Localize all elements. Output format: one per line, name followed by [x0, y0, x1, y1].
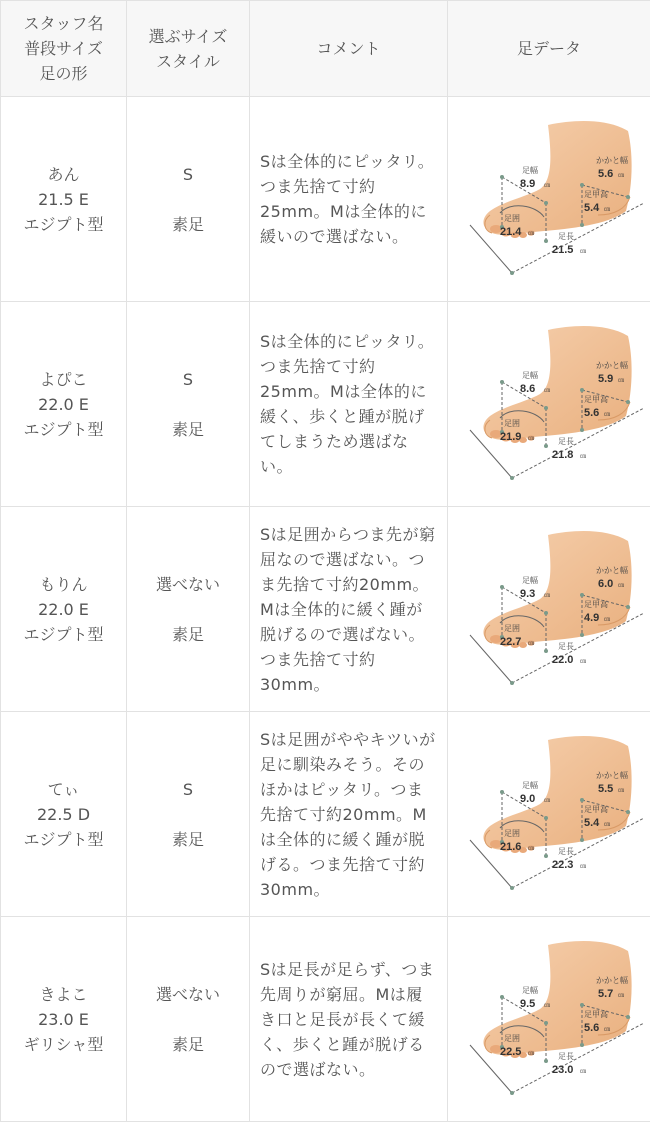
girth-unit: ㎝ [528, 1051, 535, 1057]
usual-size: 23.0 E [38, 1009, 89, 1029]
length-value: 23.0 [552, 1064, 574, 1076]
length-value: 22.3 [552, 859, 574, 871]
length-unit: ㎝ [580, 659, 587, 665]
staff-cell [1, 917, 127, 1122]
instep-label: 足甲高 [584, 600, 608, 609]
header-staff-line1: スタッフ名 [23, 14, 104, 33]
pick-cell [127, 712, 250, 917]
heel-value: 5.5 [598, 783, 614, 795]
header-staff-line3: 足の形 [39, 64, 88, 83]
heel-value: 6.0 [598, 578, 614, 590]
staff-cell [1, 302, 127, 507]
heel-unit: ㎝ [618, 583, 625, 589]
foot-shape-type: エジプト型 [23, 214, 104, 234]
comment-cell: Sは足囲がややキツいが足に馴染みそう。そのほかはピッタリ。つま先捨て寸約20mm。Mは全体的に緩く踵が脱げる。つま先捨て寸約30mm。 [250, 712, 448, 917]
staff-name: きよこ [39, 984, 88, 1004]
instep-unit: ㎝ [604, 617, 611, 623]
staff-cell [1, 712, 127, 917]
style-type: 素足 [171, 624, 204, 644]
length-unit: ㎝ [580, 1069, 587, 1075]
style-type: 素足 [171, 214, 204, 234]
foot-data-cell [448, 712, 650, 917]
comment-cell: Sは全体的にピッタリ。つま先捨て寸約25mm。Mは全体的に緩く、歩くと踵が脱げてしまうため選ばない。 [250, 302, 448, 507]
girth-unit: ㎝ [528, 231, 535, 237]
length-label: 足長 [558, 437, 574, 446]
width-label: 足幅 [522, 576, 538, 585]
table-row [1, 712, 650, 917]
comment-cell: Sは足囲からつま先が窮屈なので選ばない。つま先捨て寸約20mm。Mは全体的に緩く踵が脱げるので選ばない。つま先捨て寸約30mm。 [250, 507, 448, 712]
instep-label: 足甲高 [584, 190, 608, 199]
usual-size: 22.5 D [36, 804, 91, 824]
usual-size: 22.0 E [38, 394, 89, 414]
width-value: 8.9 [520, 178, 536, 190]
heel-value: 5.6 [598, 168, 614, 180]
foot-diagram [448, 507, 650, 707]
girth-label: 足囲 [504, 624, 520, 633]
table-header-row [1, 1, 650, 97]
staff-cell [1, 97, 127, 302]
header-pick [127, 1, 250, 97]
comment-cell: Sは足長が足らず、つま先周りが窮屈。Mは履き口と足長が長くて緩く、歩くと踵が脱げるので選ばない。 [250, 917, 448, 1122]
foot-diagram [448, 97, 650, 297]
header-comment: コメント [250, 1, 448, 97]
length-label: 足長 [558, 232, 574, 241]
instep-unit: ㎝ [604, 1027, 611, 1033]
foot-diagram [448, 302, 650, 502]
width-label: 足幅 [522, 371, 538, 380]
picked-size: S [182, 164, 194, 184]
foot-shape-type: エジプト型 [23, 419, 104, 439]
style-type: 素足 [171, 829, 204, 849]
heel-label: かかと幅 [596, 771, 628, 780]
width-label: 足幅 [522, 166, 538, 175]
table-row [1, 917, 650, 1122]
instep-unit: ㎝ [604, 822, 611, 828]
width-unit: ㎝ [544, 183, 551, 189]
width-unit: ㎝ [544, 593, 551, 599]
staff-name: てぃ [47, 779, 80, 799]
instep-value: 5.6 [584, 407, 600, 419]
heel-unit: ㎝ [618, 173, 625, 179]
foot-shape-type: エジプト型 [23, 624, 104, 644]
instep-unit: ㎝ [604, 207, 611, 213]
heel-label: かかと幅 [596, 566, 628, 575]
length-value: 21.5 [552, 244, 574, 256]
girth-value: 22.5 [500, 1046, 522, 1058]
instep-label: 足甲高 [584, 1010, 608, 1019]
comment-cell: Sは全体的にピッタリ。つま先捨て寸約25mm。Mは全体的に緩いので選ばない。 [250, 97, 448, 302]
pick-cell [127, 97, 250, 302]
girth-value: 22.7 [500, 636, 522, 648]
header-staff-line2: 普段サイズ [24, 39, 103, 58]
foot-shape-type: ギリシャ型 [23, 1034, 104, 1054]
length-unit: ㎝ [580, 864, 587, 870]
length-unit: ㎝ [580, 249, 587, 255]
foot-data-cell [448, 507, 650, 712]
picked-size: 選べない [155, 984, 220, 1004]
usual-size: 21.5 E [38, 189, 89, 209]
foot-diagram [448, 712, 650, 912]
instep-value: 5.4 [584, 202, 600, 214]
style-type: 素足 [171, 1034, 204, 1054]
foot-data-cell [448, 917, 650, 1122]
pick-cell [127, 917, 250, 1122]
heel-label: かかと幅 [596, 361, 628, 370]
length-label: 足長 [558, 642, 574, 651]
girth-unit: ㎝ [528, 436, 535, 442]
length-label: 足長 [558, 847, 574, 856]
instep-value: 5.6 [584, 1022, 600, 1034]
width-value: 9.3 [520, 588, 536, 600]
staff-name: あん [47, 164, 80, 184]
heel-unit: ㎝ [618, 378, 625, 384]
pick-cell [127, 302, 250, 507]
usual-size: 22.0 E [38, 599, 89, 619]
pick-cell [127, 507, 250, 712]
girth-unit: ㎝ [528, 641, 535, 647]
heel-unit: ㎝ [618, 993, 625, 999]
staff-name: もりん [39, 574, 88, 594]
instep-label: 足甲高 [584, 395, 608, 404]
width-unit: ㎝ [544, 798, 551, 804]
instep-unit: ㎝ [604, 412, 611, 418]
length-value: 21.8 [552, 449, 574, 461]
instep-value: 5.4 [584, 817, 600, 829]
girth-value: 21.6 [500, 841, 522, 853]
foot-data-cell [448, 97, 650, 302]
staff-cell [1, 507, 127, 712]
width-value: 8.6 [520, 383, 536, 395]
width-value: 9.0 [520, 793, 536, 805]
width-value: 9.5 [520, 998, 536, 1010]
girth-value: 21.4 [500, 226, 522, 238]
girth-value: 21.9 [500, 431, 522, 443]
foot-diagram [448, 917, 650, 1117]
length-value: 22.0 [552, 654, 574, 666]
width-label: 足幅 [522, 781, 538, 790]
staff-name: よぴこ [39, 369, 88, 389]
girth-unit: ㎝ [528, 846, 535, 852]
table-row [1, 507, 650, 712]
header-staff [1, 1, 127, 97]
instep-label: 足甲高 [584, 805, 608, 814]
header-pick-line1: 選ぶサイズ [148, 26, 228, 46]
width-unit: ㎝ [544, 1003, 551, 1009]
girth-label: 足囲 [504, 829, 520, 838]
picked-size: 選べない [155, 574, 220, 594]
girth-label: 足囲 [504, 214, 520, 223]
instep-value: 4.9 [584, 612, 600, 624]
header-foot-data: 足データ [448, 1, 650, 97]
style-type: 素足 [171, 419, 204, 439]
length-unit: ㎝ [580, 454, 587, 460]
header-pick-line2: スタイル [156, 51, 220, 71]
heel-value: 5.7 [598, 988, 614, 1000]
heel-label: かかと幅 [596, 156, 628, 165]
foot-data-cell [448, 302, 650, 507]
heel-label: かかと幅 [596, 976, 628, 985]
heel-unit: ㎝ [618, 788, 625, 794]
table-row [1, 97, 650, 302]
width-unit: ㎝ [544, 388, 551, 394]
length-label: 足長 [558, 1052, 574, 1061]
width-label: 足幅 [522, 986, 538, 995]
foot-shape-type: エジプト型 [23, 829, 104, 849]
picked-size: S [182, 779, 194, 799]
table-row [1, 302, 650, 507]
picked-size: S [182, 369, 194, 389]
heel-value: 5.9 [598, 373, 614, 385]
girth-label: 足囲 [504, 419, 520, 428]
girth-label: 足囲 [504, 1034, 520, 1043]
